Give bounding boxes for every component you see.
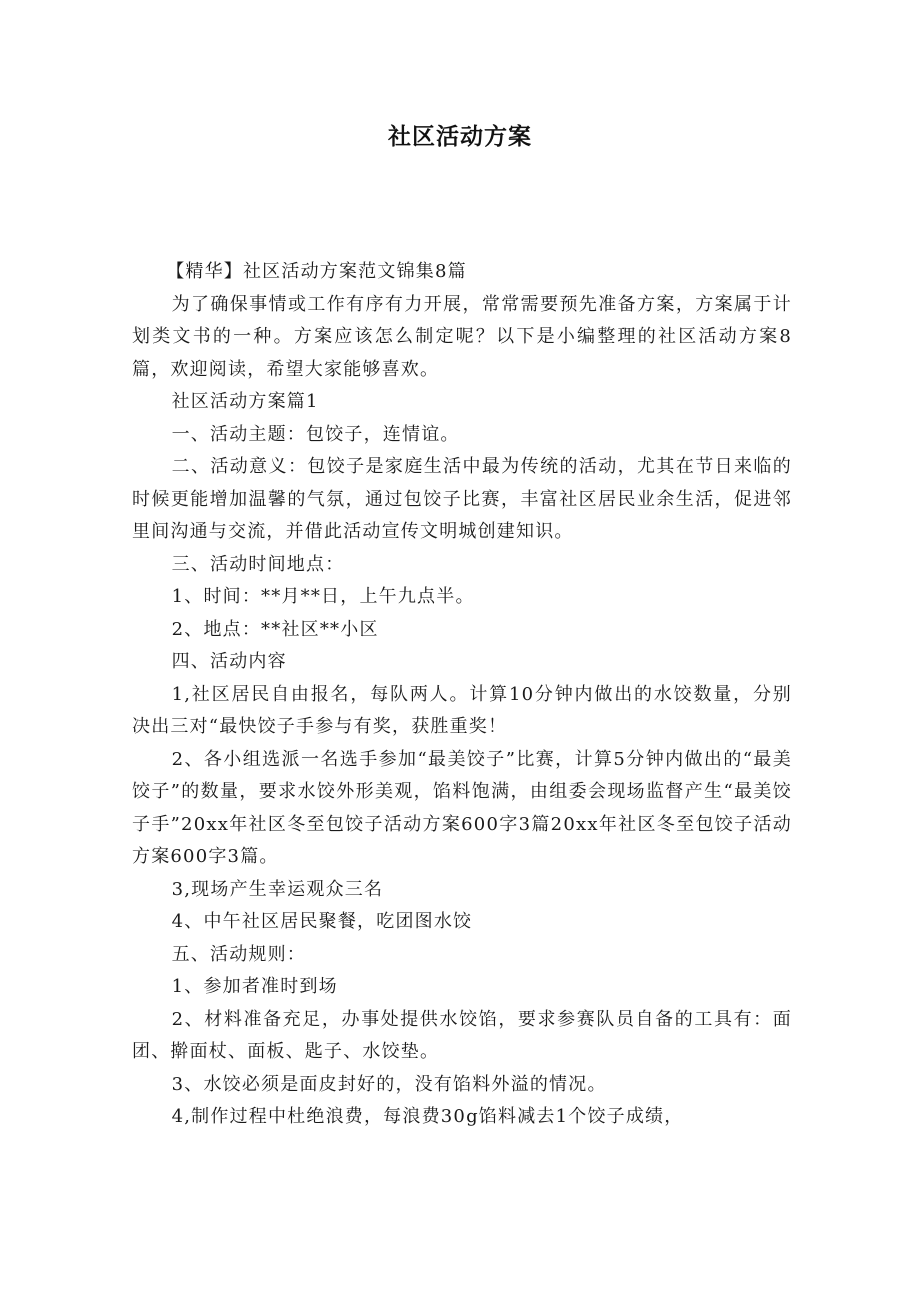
paragraph-rule-1: 1、参加者准时到场	[171, 976, 338, 997]
paragraph-rule-4: 4,制作过程中杜绝浪费，每浪费30g馅料减去1个饺子成绩，	[171, 1106, 684, 1127]
paragraph-time-place-heading: 三、活动时间地点：	[171, 553, 345, 575]
paragraph-time: 1、时间：**月**日，上午九点半。	[171, 586, 475, 607]
paragraph-content-2: 2、各小组选派一名选手参加“最美饺子”比赛，计算5分钟内做出的“最美饺子”的数量，要求水饺外形美观，馅料饱满，由组委会现场监督产生“最美饺子手”20xx年社区冬至包饺子活动方案600字3篇20xx年社区冬至包饺子活动方案600字3篇。	[132, 748, 792, 867]
paragraph-content-3: 3,现场产生幸运观众三名	[171, 878, 384, 900]
paragraph-content-4: 4、中午社区居民聚餐，吃团图水饺	[171, 911, 473, 932]
paragraph-rules-heading: 五、活动规则：	[171, 943, 306, 965]
intro-paragraph: 为了确保事情或工作有序有力开展，常常需要预先准备方案，方案属于计划类文书的一种。方案应该怎么制定呢？以下是小编整理的社区活动方案8篇，欢迎阅读，希望大家能够喜欢。	[132, 293, 792, 380]
document-body	[132, 256, 792, 1134]
paragraph-theme: 一、活动主题：包饺子，连情谊。	[171, 423, 460, 445]
document-title: 社区活动方案	[388, 124, 532, 150]
paragraph-rule-3: 3、水饺必须是面皮封好的，没有馅料外溢的情况。	[171, 1073, 607, 1095]
paragraph-content-1: 1,社区居民自由报名，每队两人。计算10分钟内做出的水饺数量，分别决出三对“最快饺子手参与有奖，获胜重奖！	[132, 683, 792, 737]
document-subtitle: 【精华】社区活动方案范文锦集8篇	[166, 261, 467, 282]
paragraph-place: 2、地点：**社区**小区	[171, 618, 379, 640]
paragraph-meaning: 二、活动意义：包饺子是家庭生活中最为传统的活动，尤其在节日来临的时候更能增加温馨的气氛，通过包饺子比赛，丰富社区居民业余生活，促进邻里间沟通与交流，并借此活动宣传文明城创建知识。	[132, 456, 792, 542]
section-heading: 社区活动方案篇1	[171, 391, 319, 412]
paragraph-rule-2: 2、材料准备充足，办事处提供水饺馅，要求参赛队员自备的工具有：面团、擀面杖、面板、匙子、水饺垫。	[132, 1008, 792, 1062]
paragraph-content-heading: 四、活动内容	[171, 651, 287, 672]
